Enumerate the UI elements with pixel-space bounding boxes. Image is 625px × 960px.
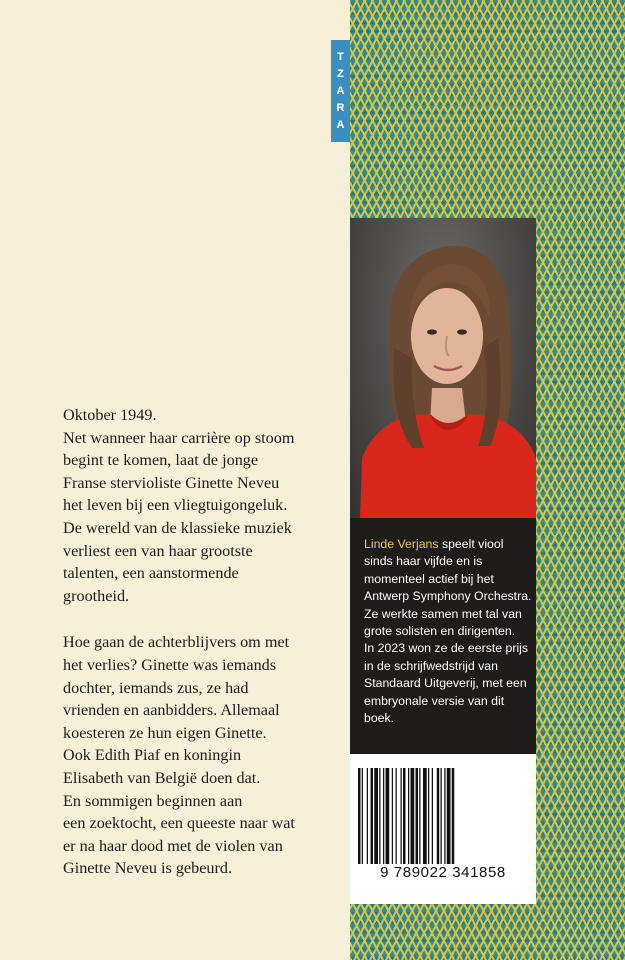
- barcode-icon: [358, 768, 528, 864]
- author-name: Linde Verjans: [364, 537, 439, 551]
- blurb-paragraph-2: Hoe gaan de achterblijvers om met het verlies? Ginette was iemands dochter, iemands zus, ze had vrienden en aanbidders. Allemaal koesteren ze hun eigen Ginette. Ook Edith Piaf en koningin Elisabeth van België doen dat. En sommigen beginnen aan een zoektocht, een queeste naar wat er na haar dood met de violen van Ginette Neveu is gebeurd.: [63, 633, 295, 878]
- blurb: [63, 404, 350, 880]
- bio-paragraph-1: [364, 536, 534, 640]
- publisher-name: TZARA: [336, 50, 345, 131]
- author-portrait-image: [350, 218, 536, 518]
- bio-text-1: speelt viool sinds haar vijfde en is momenteel actief bij het Antwerp Symphony Orchestra. Ze werkte samen met tal van grote solisten en dirigenten.: [364, 537, 532, 639]
- blurb-paragraph-1: Oktober 1949. Net wanneer haar carrière op stoom begint te komen, laat de jonge Franse stervioliste Ginette Neveu het leven bij een vliegtuigongeluk. De wereld van de klassieke muziek verliest een van haar grootste talenten, een aanstormende grootheid.: [63, 406, 295, 605]
- isbn-number: 9 789022 341858: [380, 864, 506, 881]
- author-photo: [350, 218, 536, 518]
- author-bio-box: [350, 518, 536, 754]
- bio-paragraph-2: In 2023 won ze de eerste prijs in de schrijfwedstrijd van Standaard Uitgeverij, met een embryonale versie van dit boek.: [364, 641, 529, 726]
- barcode-box: [350, 754, 536, 904]
- publisher-logo: [331, 40, 350, 142]
- author-bio: [364, 536, 534, 727]
